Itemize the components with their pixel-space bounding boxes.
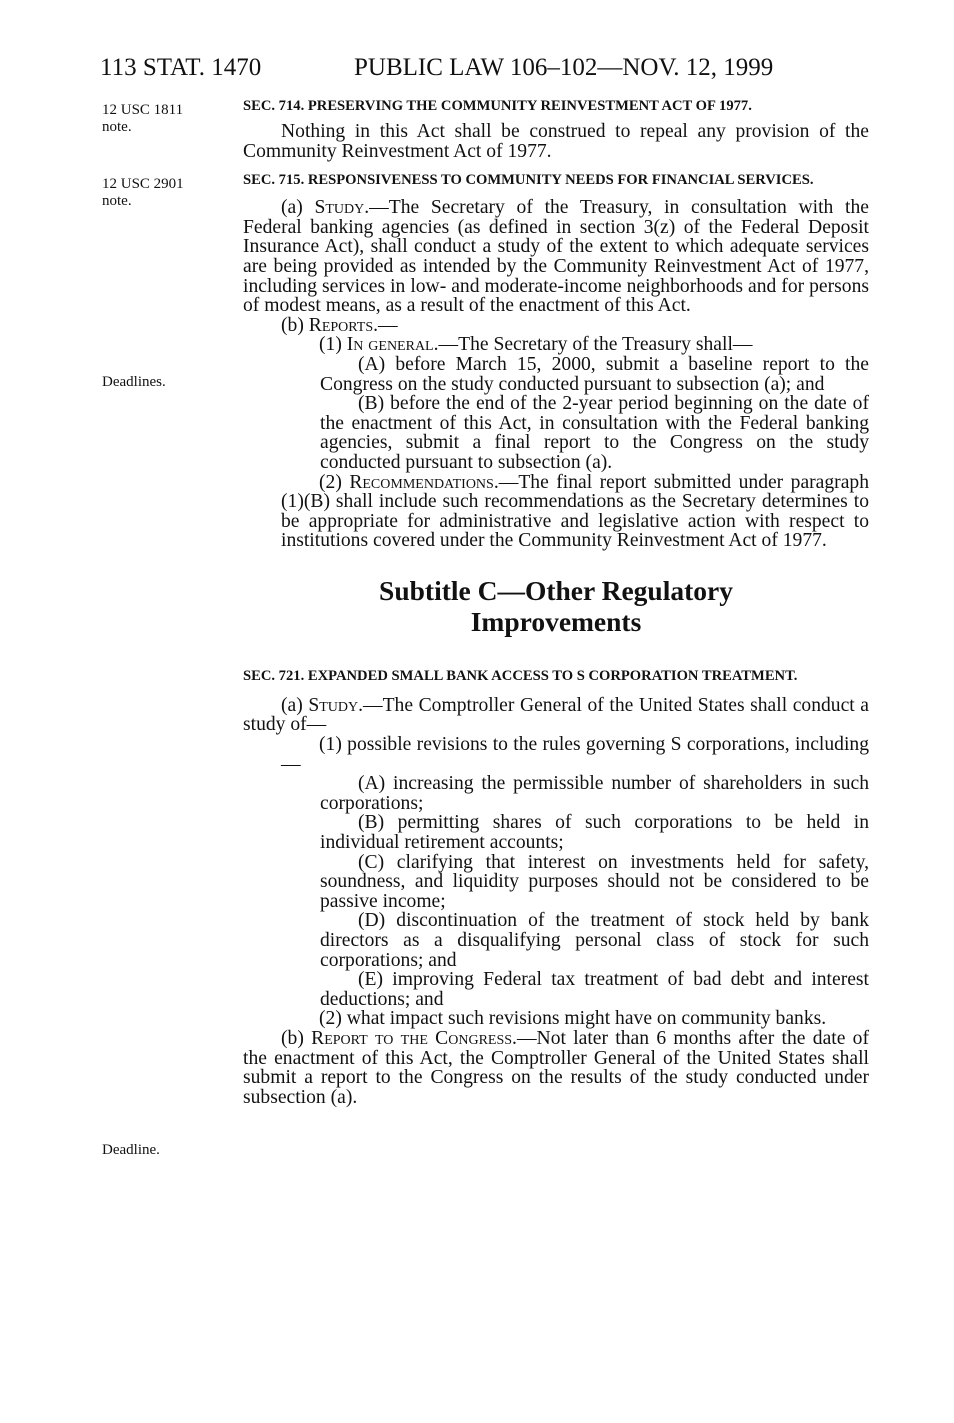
sec-721-a-C: (C) clarifying that interest on investments held for safety, soundness, and liquidity purposes should not be considered to be passive income; (320, 851, 869, 912)
sec-721-a-B: (B) permitting shares of such corporations to be held in individual retirement accounts; (320, 812, 869, 854)
sec-715-a-caption: Study (314, 197, 365, 219)
sec-721-b-text: .—Not later than 6 months after the date of the enactment of this Act, the Comptroller General of the United States shall submit a report to the Congress on the results of the study conducted under subsection (a). (243, 1027, 870, 1108)
sec-715-b-label: (b) (281, 314, 309, 336)
sec-715-b2-caption: Recommendations (349, 471, 494, 493)
subtitle-heading (243, 575, 869, 637)
margin-note-deadlines: Deadlines. (102, 374, 166, 390)
sec-715-b-caption: Reports (308, 314, 374, 336)
sec-721-a-E: (E) improving Federal tax treatment of bad debt and interest deductions; and (320, 969, 869, 1010)
subtitle-line-2: Improvements (470, 605, 642, 637)
sec-721-heading: SEC. 721. EXPANDED SMALL BANK ACCESS TO S CORPORATION TREATMENT. (243, 667, 798, 684)
document-body (243, 97, 869, 1107)
sec-721-a-text: .—The Comptroller General of the United States shall conduct a study of— (243, 694, 869, 736)
sec-721-b (243, 1029, 869, 1107)
sec-721-a-label: (a) (281, 694, 309, 716)
sec-721-a-2: (2) what impact such revisions might have on community banks. (319, 1008, 827, 1030)
sec-715-b1-text: .—The Secretary of the Treasury shall— (433, 334, 753, 356)
sec-715-b1 (243, 335, 869, 355)
sec-721-b-label: (b) (281, 1027, 312, 1049)
margin-note-deadline: Deadline. (102, 1142, 160, 1158)
margin-note-usc-2901: 12 USC 2901 note. (102, 176, 184, 209)
sec-715-heading: SEC. 715. RESPONSIVENESS TO COMMUNITY NEEDS FOR FINANCIAL SERVICES. (243, 172, 814, 189)
page-stat-citation: 113 STAT. 1470 (100, 54, 262, 81)
margin-note-usc-1811: 12 USC 1811 note. (102, 102, 184, 135)
sec-715-b (243, 316, 869, 336)
sec-721-b-caption: Report to the Congress (311, 1027, 513, 1049)
running-head: PUBLIC LAW 106–102—NOV. 12, 1999 (354, 54, 774, 81)
sec-715-b-dash: .— (373, 314, 398, 336)
sec-715-b1-A: (A) before March 15, 2000, submit a baseline report to the Congress on the study conducted pursuant to subsection (a); and (320, 353, 869, 395)
sec-714-text: Nothing in this Act shall be construed to repeal any provision of the Community Reinvestment Act of 1977. (243, 121, 869, 162)
sec-715-a-label: (a) (281, 197, 315, 219)
subtitle-line-1: Subtitle C—Other Regulatory (379, 574, 733, 606)
sec-715-b1-caption: In general (346, 334, 434, 356)
sec-715-b2-label: (2) (319, 471, 350, 493)
sec-715-b2 (243, 473, 869, 551)
sec-721-a-A: (A) increasing the permissible number of shareholders in such corporations; (320, 773, 869, 814)
sec-721-a-D: (D) discontinuation of the treatment of stock held by bank directors as a disqualifying personal class of stock for such corporations; and (320, 910, 869, 971)
sec-721-a-caption: Study (308, 694, 359, 716)
sec-721-a (243, 696, 869, 735)
sec-721-a-1: (1) possible revisions to the rules governing S corporations, including— (281, 734, 869, 775)
sec-715-b1-B: (B) before the end of the 2-year period beginning on the date of the enactment of this Act, in consultation with the Federal banking agencies, submit a final report to the Congress on the study conducted pursuant to subsection (a). (320, 393, 869, 473)
sec-715-b2-text: .—The final report submitted under paragraph (1)(B) shall include such recommendations as the Secretary determines to be appropriate for administrative and legislative action with respect to institutions covered under the Community Reinvestment Act of 1977. (281, 471, 869, 552)
sec-714-heading: SEC. 714. PRESERVING THE COMMUNITY REINVESTMENT ACT OF 1977. (243, 98, 752, 114)
sec-715-a-text: .—The Secretary of the Treasury, in consultation with the Federal banking agencies (as defined in section 3(z) of the Federal Deposit Insurance Act), shall conduct a study of the extent to which adequate services are being provided as intended by the Community Reinvestment Act of 1977, including services in low- and moderate-income neighborhoods and for persons of modest means, as a result of the enactment of this Act. (243, 197, 869, 317)
sec-715-b1-label: (1) (319, 334, 347, 356)
sec-715-a (243, 198, 869, 316)
